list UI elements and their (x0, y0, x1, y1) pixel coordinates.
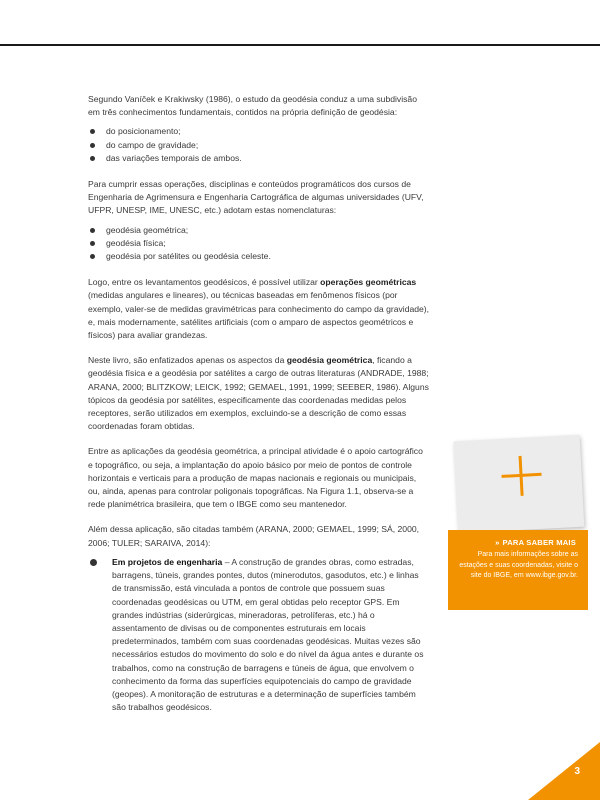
nomenclature-list (88, 224, 430, 264)
list-item: geodésia por satélites ou geodésia celeste. (88, 250, 430, 263)
header-rule (0, 44, 600, 46)
focus-paragraph: Neste livro, são enfatizados apenas os aspectos da geodésia geométrica, ficando a geodésia física e a geodésia por satélites a cargo de outras literaturas (ANDRADE, 1988; ARANA, 2000; BLITZKOW; LEICK, 1992; GEMAEL, 1991, 1999; SEEBER, 1986). Alguns tópicos da geodésia por satélites, especificamente das coordenadas medidas pelos receptores, serão utilizados em exemplos, excluindo-se a descrição de como essas coordenadas foram obtidas. (88, 355, 429, 432)
list-item-engineering (88, 556, 430, 714)
bold-term: operações geométricas (320, 277, 417, 288)
learn-more-text: Para mais informações sobre as estações e suas coordenadas, visite o site do IBGE, em www.ibge.gov.br. (459, 551, 578, 579)
item-text: – A construção de grandes obras, como estradas, barragens, túneis, grandes pontes, dutos (minerodutos, gasodutos, etc.) e linhas de transmissão, está vinculada a pontos de controle que possuem suas coordenadas geodésicas ou UTM, em geral obtidas pelo receptor GPS. Em grandes indústrias (siderúrgicas, mineradoras, petrolíferas, etc.) há o assentamento de divisas ou de componentes estruturais em locais predeterminados, também com suas coordenadas geodésicas. Muitas vezes são necessários estudos do movimento do solo e do nível da água antes e durante os trabalhos, como na construção de barragens e túneis de água, que envolvem o conhecimento da forma das superfícies equipotenciais do campo de gravidade (geopes). A monitoração de estruturas e a determinação de superfícies também são trabalhos geodésicos. (112, 556, 424, 713)
page-number: 3 (574, 766, 580, 777)
list-item: do posicionamento; (88, 125, 430, 138)
intro-paragraph: Segundo Vaníček e Krakiwsky (1986), o estudo da geodésia conduz a uma subdivisão em três conhecimentos fundamentais, contidos na própria definição de geodésia: (88, 94, 417, 118)
sticky-note (454, 435, 585, 533)
item-title: Em projetos de engenharia (112, 556, 223, 567)
nomenclature-paragraph: Para cumprir essas operações, disciplinas e conteúdos programáticos dos cursos de Engenharia de Agrimensura e Engenharia Cartográfica de algumas universidades (UFV, UFPR, UNESP, IME, UNESC, etc.) adotam estas nomenclaturas: (88, 179, 424, 216)
applications-paragraph: Entre as aplicações da geodésia geométrica, a principal atividade é o apoio cartográfico e topográfico, ou seja, a implantação do apoio básico por meio de pontos de controle horizontais e verticais para a produção de mapas nacionais e regionais ou municipais, ou, ainda, apenas para controlar poligonais topográficas. Na Figura 1.1, observa-se a rede planimétrica brasileira, que tem o IBGE como seu mantenedor. (88, 446, 423, 510)
list-item: geodésia geométrica; (88, 224, 430, 237)
sidebar-card (448, 438, 588, 610)
citations-paragraph: Além dessa aplicação, são citadas também (ARANA, 2000; GEMAEL, 1999; SÁ, 2000, 2006; TULER; SARAIVA, 2014): (88, 524, 420, 548)
learn-more-box (448, 530, 588, 610)
main-text (88, 93, 430, 727)
list-item: geodésia física; (88, 237, 430, 250)
learn-more-title: » PARA SABER MAIS (495, 538, 576, 547)
applications-list (88, 556, 430, 714)
survey-paragraph: Logo, entre os levantamentos geodésicos, é possível utilizar operações geométricas (medidas angulares e lineares), ou técnicas baseadas em fenômenos físicos (por exemplo, valer-se de medidas gravimétricas para conhecimento do campo da gravidade), e, mais modernamente, satélites artificiais (com o amparo de aspectos geométricos e físicos) para avaliar grandezas. (88, 277, 430, 341)
double-chevron-icon: » (495, 538, 500, 547)
bold-term: geodésia geométrica (286, 355, 373, 366)
subdivision-list (88, 125, 430, 165)
plus-icon (501, 455, 543, 497)
list-item: do campo de gravidade; (88, 139, 430, 152)
list-item: das variações temporais de ambos. (88, 152, 430, 165)
